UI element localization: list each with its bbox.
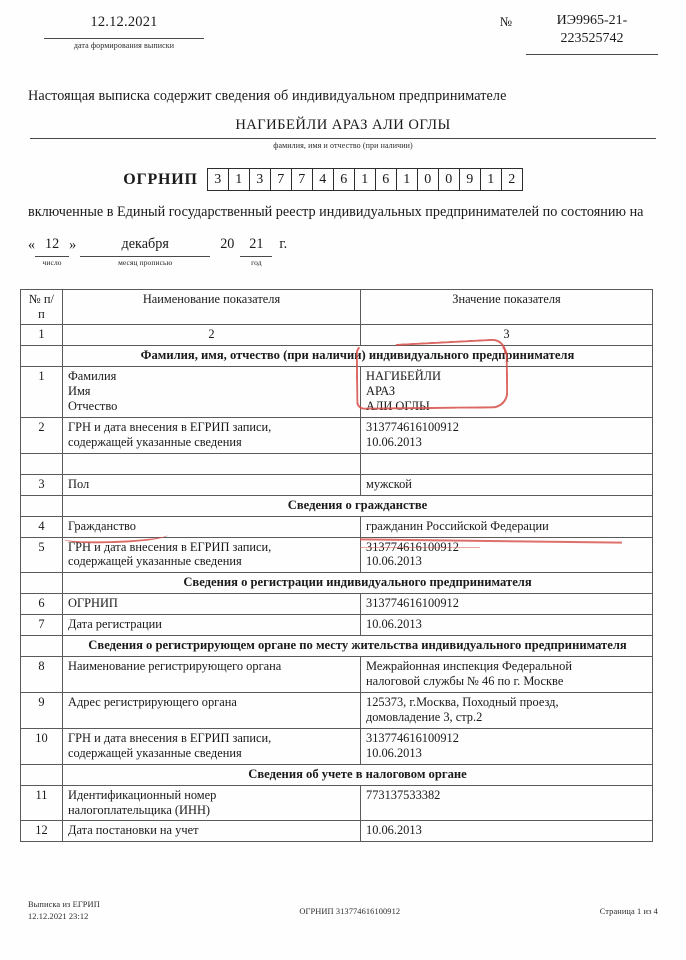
section-title: Фамилия, имя, отчество (при наличии) индивидуального предпринимателя (63, 346, 653, 367)
name-line: Дата регистрации (68, 617, 162, 632)
row-indicator-name (63, 367, 361, 418)
ogrnip-digit-4: 7 (292, 169, 313, 190)
year-caption: год (251, 257, 262, 267)
value-line: 773137533382 (366, 787, 441, 802)
section-title: Сведения о гражданстве (63, 495, 653, 516)
name-line: Отчество (68, 399, 118, 414)
value-line: 10.06.2013 (366, 823, 422, 838)
section-title: Сведения об учете в налоговом органе (63, 764, 653, 785)
ogrnip-digit-1: 1 (229, 169, 250, 190)
table-row (21, 657, 653, 693)
ogrnip-digit-0: 3 (208, 169, 229, 190)
table-row (21, 821, 653, 842)
month-rule (80, 253, 210, 257)
column-number-3: 3 (361, 325, 653, 346)
status-date-line (28, 236, 686, 267)
row-number: 1 (21, 367, 63, 418)
table-row (21, 474, 653, 495)
footer-left (28, 899, 100, 922)
header-cell-value: Значение показателя (361, 289, 653, 325)
spacer-cell (21, 453, 63, 474)
table-section-row (21, 346, 653, 367)
issue-date: 12.12.2021 (90, 14, 158, 30)
section-title: Сведения о регистрации индивидуального предпринимателя (63, 573, 653, 594)
number-sign: № (499, 14, 512, 29)
table-row (21, 728, 653, 764)
row-number: 9 (21, 693, 63, 729)
ogrnip-digit-13: 1 (481, 169, 502, 190)
ogrnip-digit-8: 6 (376, 169, 397, 190)
row-number: 5 (21, 537, 63, 573)
day-caption: число (42, 257, 62, 267)
name-line: Идентификационный номер (68, 787, 217, 802)
row-indicator-value (361, 367, 653, 418)
value-line: налоговой службы № 46 по г. Москве (366, 674, 564, 689)
spacer-cell (361, 453, 653, 474)
name-line: налогоплательщика (ИНН) (68, 802, 211, 817)
section-row-number-cell (21, 573, 63, 594)
header-cell-number: № п/п (21, 289, 63, 325)
value-line: АЛИ ОГЛЫ (366, 399, 430, 414)
name-line: Пол (68, 476, 90, 491)
ogrnip-digit-7: 1 (355, 169, 376, 190)
ogrnip-digit-10: 0 (418, 169, 439, 190)
document-number-rule (526, 54, 658, 55)
value-line: 125373, г.Москва, Походный проезд, (366, 695, 559, 710)
row-indicator-value (361, 615, 653, 636)
quote-open: « (28, 236, 36, 253)
table-row (21, 693, 653, 729)
table-section-row (21, 764, 653, 785)
full-name-block (30, 117, 656, 150)
value-line: домовладение 3, стр.2 (366, 709, 483, 724)
issue-date-block (44, 14, 204, 50)
day-segment (35, 236, 69, 267)
row-number: 6 (21, 594, 63, 615)
year-rule (240, 253, 272, 257)
name-line: ГРН и дата внесения в ЕГРИП записи, (68, 730, 272, 745)
row-indicator-name (63, 516, 361, 537)
month-caption: месяц прописью (118, 257, 173, 267)
table-row (21, 594, 653, 615)
value-line: 10.06.2013 (366, 554, 422, 569)
registry-table-wrap (20, 289, 668, 843)
day-value: 12 (45, 235, 60, 252)
value-line: НАГИБЕЙЛИ (366, 369, 441, 384)
row-indicator-name (63, 785, 361, 821)
ogrnip-digit-9: 1 (397, 169, 418, 190)
row-indicator-value (361, 657, 653, 693)
table-spacer-row (21, 453, 653, 474)
month-segment (80, 236, 210, 267)
section-row-number-cell (21, 495, 63, 516)
table-row (21, 418, 653, 454)
value-line: Межрайонная инспекция Федеральной (366, 659, 572, 674)
table-header-row (21, 289, 653, 325)
row-indicator-value (361, 785, 653, 821)
footer-page-number: Страница 1 из 4 (599, 907, 658, 917)
row-indicator-name (63, 537, 361, 573)
row-indicator-value (361, 516, 653, 537)
name-line: содержащей указанные сведения (68, 554, 242, 569)
row-number: 7 (21, 615, 63, 636)
row-indicator-value (361, 728, 653, 764)
intro-text: Настоящая выписка содержит сведения об индивидуальном предпринимателе (28, 88, 507, 104)
table-section-row (21, 573, 653, 594)
table-section-row (21, 636, 653, 657)
row-number: 10 (21, 728, 63, 764)
ogrnip-digit-6: 6 (334, 169, 355, 190)
value-line: АРАЗ (366, 384, 396, 399)
section-title: Сведения о регистрирующем органе по месту жительства индивидуального предпринимателя (63, 636, 653, 657)
full-name-caption: фамилия, имя и отчество (при наличии) (273, 141, 413, 150)
row-number: 2 (21, 418, 63, 454)
row-indicator-name (63, 474, 361, 495)
name-line: ОГРНИП (68, 596, 118, 611)
year-segment (240, 236, 272, 267)
header-cell-name: Наименование показателя (63, 289, 361, 325)
name-line: содержащей указанные сведения (68, 745, 242, 760)
row-indicator-name (63, 821, 361, 842)
value-line: гражданин Российской Федерации (366, 518, 549, 533)
included-text: включенные в Единый государственный реестр индивидуальных предпринимателей по состоянию на (28, 204, 644, 220)
full-name-rule (30, 138, 656, 139)
ogrnip-digit-14: 2 (508, 172, 516, 187)
footer-ogrnip: ОГРНИП 313774616100912 (299, 907, 401, 917)
month-value: декабря (121, 235, 169, 252)
footer-timestamp: 12.12.2021 23:12 (28, 911, 89, 921)
value-line: 10.06.2013 (366, 745, 422, 760)
name-line: содержащей указанные сведения (68, 434, 242, 449)
row-number: 8 (21, 657, 63, 693)
year-value: 21 (249, 235, 264, 252)
section-row-number-cell (21, 346, 63, 367)
table-column-number-row (21, 325, 653, 346)
name-line: Адрес регистрирующего органа (68, 695, 237, 710)
name-line: Гражданство (68, 518, 136, 533)
row-indicator-name (63, 594, 361, 615)
value-line: 10.06.2013 (366, 434, 422, 449)
document-number-block (500, 12, 658, 55)
document-number-box (526, 12, 658, 55)
row-indicator-name (63, 418, 361, 454)
ogrnip-digit-boxes (207, 168, 523, 191)
row-indicator-name (63, 657, 361, 693)
table-row (21, 516, 653, 537)
document-number-line2: 223525742 (560, 30, 624, 46)
ogrnip-block (0, 168, 686, 191)
ogrnip-digit-3: 7 (271, 169, 292, 190)
name-line: ГРН и дата внесения в ЕГРИП записи, (68, 539, 272, 554)
row-number: 4 (21, 516, 63, 537)
table-row (21, 537, 653, 573)
row-indicator-value (361, 418, 653, 454)
row-indicator-value (361, 594, 653, 615)
section-row-number-cell (21, 764, 63, 785)
section-row-number-cell (21, 636, 63, 657)
table-row (21, 615, 653, 636)
row-indicator-value (361, 537, 653, 573)
name-line: Дата постановки на учет (68, 823, 199, 838)
value-line: мужской (366, 476, 412, 491)
row-number: 11 (21, 785, 63, 821)
issue-date-rule (44, 38, 204, 39)
value-line: 313774616100912 (366, 730, 459, 745)
row-number: 12 (21, 821, 63, 842)
document-header (0, 0, 686, 78)
value-line: 10.06.2013 (366, 617, 422, 632)
document-footer (0, 899, 686, 922)
name-line: Имя (68, 384, 91, 399)
column-number-2: 2 (63, 325, 361, 346)
full-name: НАГИБЕЙЛИ АРАЗ АЛИ ОГЛЫ (235, 117, 451, 133)
row-indicator-value (361, 821, 653, 842)
ogrnip-label: ОГРНИП (123, 170, 198, 188)
row-indicator-name (63, 728, 361, 764)
century-value: 20 (220, 235, 235, 252)
document-number-line1: ИЭ9965-21- (556, 13, 628, 28)
row-indicator-value (361, 693, 653, 729)
row-indicator-name (63, 693, 361, 729)
column-number-1: 1 (21, 325, 63, 346)
value-line: 313774616100912 (366, 539, 459, 554)
name-line: ГРН и дата внесения в ЕГРИП записи, (68, 420, 272, 435)
issue-date-caption: дата формирования выписки (73, 41, 175, 50)
table-row (21, 785, 653, 821)
ogrnip-digit-11: 0 (439, 169, 460, 190)
value-line: 313774616100912 (366, 596, 459, 611)
ogrnip-digit-12: 9 (460, 169, 481, 190)
ogrnip-digit-5: 4 (313, 169, 334, 190)
table-section-row (21, 495, 653, 516)
ogrnip-digit-2: 3 (250, 169, 271, 190)
row-number: 3 (21, 474, 63, 495)
year-suffix: г. (279, 235, 288, 252)
value-line: 313774616100912 (366, 420, 459, 435)
name-line: Наименование регистрирующего органа (68, 659, 282, 674)
registry-table (20, 289, 653, 843)
row-indicator-name (63, 615, 361, 636)
row-indicator-value (361, 474, 653, 495)
spacer-cell (63, 453, 361, 474)
table-row (21, 367, 653, 418)
name-line: Фамилия (68, 369, 117, 384)
day-rule (35, 253, 69, 257)
footer-doc-type: Выписка из ЕГРИП (28, 900, 100, 910)
quote-close: » (69, 236, 77, 253)
